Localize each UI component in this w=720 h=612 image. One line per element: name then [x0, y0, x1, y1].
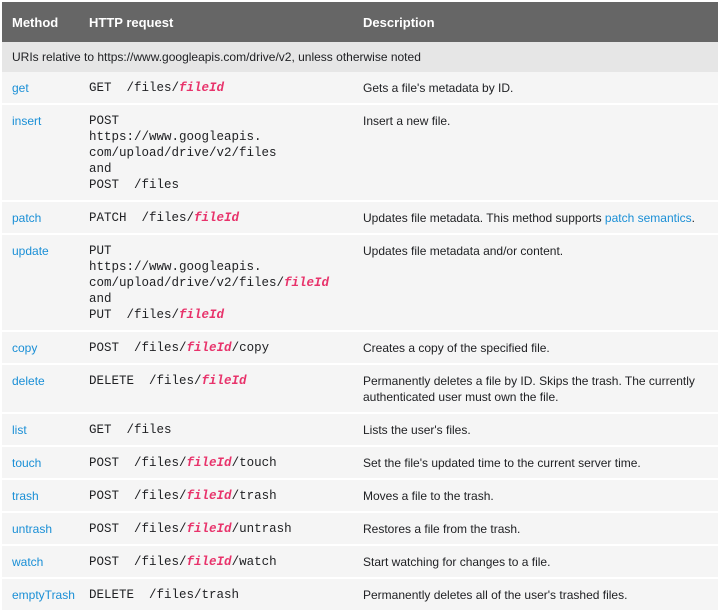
http-verb: GET [89, 423, 112, 437]
method-link[interactable]: copy [12, 341, 38, 355]
description-text: Creates a copy of the specified file. [363, 341, 550, 355]
http-request-cell [81, 413, 357, 446]
base-uri-note-row [2, 42, 718, 72]
method-link[interactable]: get [12, 81, 29, 95]
http-request-code [89, 455, 347, 471]
request-line [89, 145, 347, 161]
path-parameter: fileId [186, 341, 232, 355]
request-line [89, 161, 347, 177]
description-text: Permanently deletes all of the user's trashed files. [363, 588, 628, 602]
http-request-code [89, 210, 347, 226]
method-link[interactable]: delete [12, 374, 45, 388]
method-cell [2, 331, 81, 364]
base-uri-note: URIs relative to https://www.googleapis.com/drive/v2, unless otherwise noted [2, 42, 718, 72]
path-parameter: fileId [179, 81, 225, 95]
description-cell [357, 331, 718, 364]
request-text: and [89, 292, 112, 306]
http-request-cell [81, 72, 357, 104]
description-tail: . [691, 211, 695, 225]
description-cell [357, 512, 718, 545]
http-request-code [89, 587, 347, 603]
description-text: Gets a file's metadata by ID. [363, 81, 514, 95]
description-text: Set the file's updated time to the current server time. [363, 456, 641, 470]
http-request-code [89, 113, 347, 193]
table-row-watch [2, 545, 718, 578]
request-path-suffix: /trash [231, 489, 277, 503]
table-row-get [2, 72, 718, 104]
method-cell [2, 446, 81, 479]
request-line [89, 340, 347, 356]
http-request-cell [81, 234, 357, 331]
path-parameter: fileId [194, 211, 240, 225]
http-verb: POST [89, 456, 120, 470]
request-text: https://www.googleapis. [89, 130, 262, 144]
description-cell [357, 413, 718, 446]
request-text: and [89, 162, 112, 176]
request-line [89, 554, 347, 570]
method-link[interactable]: update [12, 244, 49, 258]
request-text: PUT [89, 244, 112, 258]
http-request-code [89, 422, 347, 438]
description-text: Restores a file from the trash. [363, 522, 521, 536]
table-row-copy [2, 331, 718, 364]
http-verb: GET [89, 81, 112, 95]
request-path: /files/ [134, 489, 187, 503]
request-path: /files/ [149, 374, 202, 388]
description-column-header: Description [357, 2, 718, 42]
table-row-emptytrash [2, 578, 718, 611]
http-request-cell [81, 331, 357, 364]
method-link[interactable]: watch [12, 555, 44, 569]
table-body [2, 42, 718, 611]
method-link[interactable]: emptyTrash [12, 588, 75, 602]
method-cell [2, 72, 81, 104]
method-link[interactable]: insert [12, 114, 42, 128]
description-cell [357, 479, 718, 512]
request-line [89, 259, 347, 275]
http-request-cell [81, 446, 357, 479]
http-request-code [89, 340, 347, 356]
request-path: /files/ [134, 555, 187, 569]
request-text: POST [89, 114, 120, 128]
http-request-cell [81, 479, 357, 512]
path-parameter: fileId [186, 522, 232, 536]
request-path-suffix: /watch [231, 555, 277, 569]
description-text: Permanently deletes a file by ID. Skips the trash. The currently authenticated user must own the file. [363, 374, 695, 404]
request-line [89, 275, 347, 291]
description-text: Lists the user's files. [363, 423, 471, 437]
method-cell [2, 104, 81, 201]
path-parameter: fileId [179, 308, 225, 322]
method-link[interactable]: trash [12, 489, 39, 503]
request-path: /files/ [134, 341, 187, 355]
request-path-suffix: /touch [231, 456, 277, 470]
request-line [89, 455, 347, 471]
http-verb: POST [89, 341, 120, 355]
http-request-code [89, 243, 347, 323]
http-request-code [89, 488, 347, 504]
description-text: Start watching for changes to a file. [363, 555, 551, 569]
request-path: /files/ [134, 522, 187, 536]
http-request-code [89, 521, 347, 537]
table-row-list [2, 413, 718, 446]
method-cell [2, 413, 81, 446]
method-link[interactable]: list [12, 423, 27, 437]
http-verb: PUT [89, 308, 112, 322]
http-verb: POST [89, 178, 120, 192]
request-line [89, 291, 347, 307]
http-verb: DELETE [89, 374, 135, 388]
request-path: /files [126, 423, 172, 437]
path-parameter: fileId [186, 489, 232, 503]
method-cell [2, 479, 81, 512]
table-row-patch [2, 201, 718, 234]
http-request-cell [81, 578, 357, 611]
path-parameter: fileId [201, 374, 247, 388]
method-cell [2, 512, 81, 545]
request-text: https://www.googleapis. [89, 260, 262, 274]
table-row-update [2, 234, 718, 331]
description-text: Moves a file to the trash. [363, 489, 494, 503]
request-path: /files [134, 178, 180, 192]
request-path: /files/trash [149, 588, 240, 602]
method-cell [2, 201, 81, 234]
api-methods-table [2, 2, 718, 612]
description-text: Updates file metadata. This method supports [363, 211, 605, 225]
request-path: /files/ [141, 211, 195, 225]
method-link[interactable]: untrash [12, 522, 53, 536]
request-path: /files/ [134, 456, 187, 470]
http-request-cell [81, 512, 357, 545]
http-request-code [89, 554, 347, 570]
description-text: Updates file metadata and/or content. [363, 244, 564, 258]
patch-semantics-link[interactable]: patch semantics [604, 211, 692, 225]
request-line [89, 488, 347, 504]
description-cell [357, 72, 718, 104]
path-parameter: fileId [186, 555, 232, 569]
description-text: Insert a new file. [363, 114, 451, 128]
table-row-touch [2, 446, 718, 479]
method-column-header: Method [2, 2, 81, 42]
request-line [89, 422, 347, 438]
request-path-suffix: /untrash [231, 522, 292, 536]
request-line [89, 210, 347, 226]
method-link[interactable]: patch [12, 211, 42, 225]
path-parameter: fileId [284, 276, 330, 290]
request-line [89, 113, 347, 129]
request-path-suffix: /copy [231, 341, 270, 355]
description-cell [357, 201, 718, 234]
request-line [89, 373, 347, 389]
http-verb: POST [89, 489, 120, 503]
method-cell [2, 364, 81, 413]
http-request-cell [81, 545, 357, 578]
table-row-trash [2, 479, 718, 512]
method-cell [2, 234, 81, 331]
request-line [89, 521, 347, 537]
http-verb: PATCH [89, 211, 127, 225]
table-row-untrash [2, 512, 718, 545]
http-request-cell [81, 364, 357, 413]
request-path: /files/ [126, 308, 180, 322]
description-cell [357, 545, 718, 578]
request-text: com/upload/drive/v2/files [89, 146, 277, 160]
http-request-code [89, 373, 347, 389]
description-cell [357, 104, 718, 201]
path-parameter: fileId [186, 456, 232, 470]
request-line [89, 80, 347, 96]
method-link[interactable]: touch [12, 456, 42, 470]
request-line [89, 177, 347, 193]
http-verb: DELETE [89, 588, 135, 602]
description-cell [357, 578, 718, 611]
description-cell [357, 234, 718, 331]
request-line [89, 307, 347, 323]
http-request-column-header: HTTP request [81, 2, 357, 42]
table-row-insert [2, 104, 718, 201]
http-request-code [89, 80, 347, 96]
http-verb: POST [89, 522, 120, 536]
description-cell [357, 364, 718, 413]
description-cell [357, 446, 718, 479]
request-text: com/upload/drive/v2/files/ [89, 276, 285, 290]
request-path: /files/ [126, 81, 180, 95]
http-request-cell [81, 104, 357, 201]
http-verb: POST [89, 555, 120, 569]
table-row-delete [2, 364, 718, 413]
http-request-cell [81, 201, 357, 234]
method-cell [2, 545, 81, 578]
method-cell [2, 578, 81, 611]
table-header-row [2, 2, 718, 42]
request-line [89, 587, 347, 603]
request-line [89, 129, 347, 145]
request-line [89, 243, 347, 259]
